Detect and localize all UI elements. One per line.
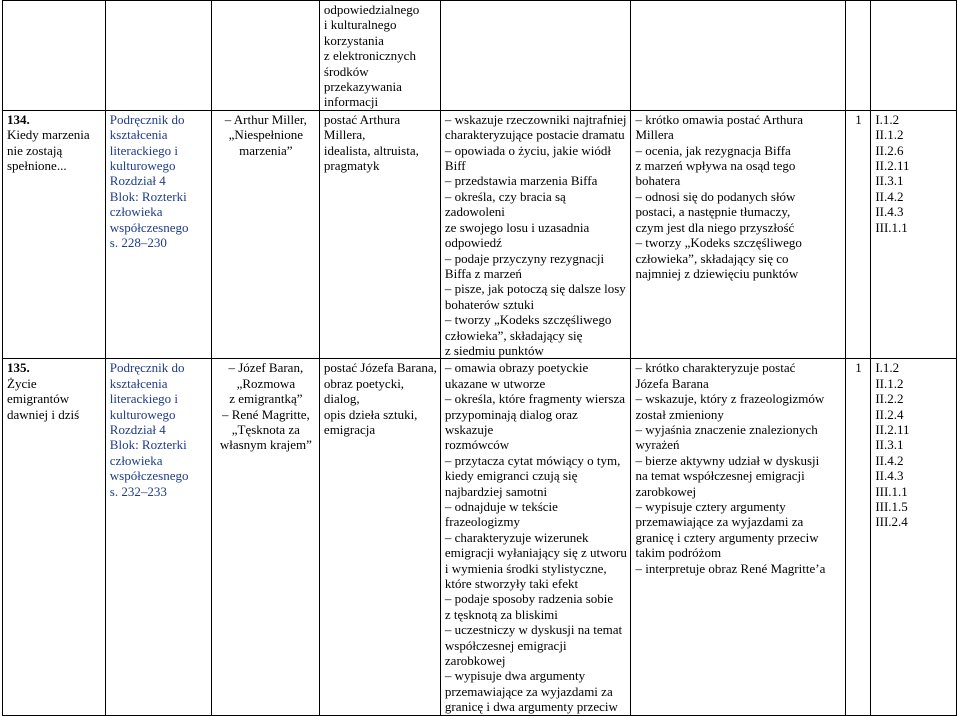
table-row: [3, 359, 957, 715]
topic-number: 134.: [7, 111, 30, 127]
source-line: kształcenia: [109, 127, 168, 143]
requirement-line: na temat współczesnej emigracji: [635, 468, 805, 484]
topic-cell: [3, 359, 106, 715]
curriculum-code: I.1.2: [875, 111, 900, 127]
requirement-line: – pisze, jak potoczą się dalsze losy: [444, 281, 626, 297]
requirement-line: przypominają dialog oraz wskazuje: [444, 406, 578, 437]
source-line: Blok: Rozterki: [109, 437, 187, 453]
content-line: przekazywania: [323, 79, 402, 95]
texts-line: własnym krajem”: [219, 437, 312, 453]
requirement-line: przemawiające za wyjazdami za: [635, 514, 804, 530]
requirement-line: – krótko charakteryzuje postać: [635, 360, 796, 376]
basic-requirements-cell: [440, 110, 631, 359]
source-line: Podręcznik do: [109, 111, 185, 127]
requirement-line: wyrażeń: [635, 437, 680, 453]
requirement-line: – krótko omawia postać Arthura: [635, 111, 803, 127]
curriculum-cell: [871, 110, 957, 359]
curriculum-cell: [871, 1, 957, 111]
requirement-line: – przytacza cytat mówiący o tym,: [444, 452, 621, 468]
content-line: odpowiedzialnego: [323, 2, 420, 17]
hours-value: 1: [855, 360, 862, 376]
requirement-line: – tworzy „Kodeks szczęśliwego: [635, 235, 802, 251]
source-line: człowieka: [109, 204, 163, 220]
texts-line: „Tęsknota za: [231, 421, 300, 437]
requirement-line: charakteryzujące postacie dramatu: [444, 127, 625, 143]
curriculum-code: III.1.1: [875, 219, 908, 235]
requirement-line: bohatera: [635, 173, 681, 189]
requirement-line: – określa, czy bracia są zadowoleni: [444, 188, 566, 220]
requirement-line: – wypisuje dwa argumenty: [444, 668, 586, 684]
requirement-line: granicę i dwa argumenty przeciw: [444, 699, 618, 715]
source-cell: [105, 359, 211, 715]
extended-requirements-cell: [631, 110, 845, 359]
requirement-line: emigracji wyłaniający się z utworu: [444, 545, 627, 561]
source-cell: [105, 110, 211, 359]
content-cell: [319, 110, 440, 359]
texts-cell: [211, 359, 319, 715]
curriculum-code: III.1.1: [875, 483, 908, 499]
source-line: Rozdział 4: [109, 173, 166, 189]
requirement-line: – tworzy „Kodeks szczęśliwego: [444, 312, 612, 328]
requirement-line: i wymienia środki stylistyczne,: [444, 560, 607, 576]
requirement-line: frazeologizmy: [444, 514, 520, 530]
content-line: idealista, altruista,: [323, 142, 419, 158]
curriculum-code: I.1.2: [875, 360, 900, 376]
content-line: i kulturalnego: [323, 17, 397, 33]
curriculum-code: II.1.2: [875, 375, 904, 391]
source-line: kulturowego: [109, 406, 176, 422]
requirement-line: – odnajduje w tekście: [444, 499, 558, 514]
source-line: Podręcznik do: [109, 360, 185, 376]
content-line: korzystania: [323, 32, 384, 48]
requirement-line: Biffa z marzeń: [444, 265, 522, 281]
requirement-line: – charakteryzuje wizerunek: [444, 529, 589, 545]
texts-cell: [211, 110, 319, 359]
table-row: [3, 110, 957, 359]
requirement-line: – przedstawia marzenia Biffa: [444, 173, 598, 189]
source-line: Blok: Rozterki: [109, 188, 187, 204]
requirement-line: człowieka”, składający się co: [635, 250, 789, 266]
content-line: opis dzieła sztuki,: [323, 406, 418, 422]
source-line: s. 228–230: [109, 235, 167, 251]
content-line: postać Józefa Barana,: [323, 360, 437, 376]
content-line: emigracja: [323, 421, 376, 437]
texts-line: „Rozmowa: [236, 375, 296, 391]
source-line: kulturowego: [109, 158, 176, 174]
requirement-line: najbardziej samotni: [444, 483, 548, 499]
requirement-line: człowieka”, składający się: [444, 327, 583, 343]
requirement-line: z siedmiu punktów: [444, 342, 544, 358]
requirement-line: kiedy emigranci czują się: [444, 468, 578, 484]
requirement-line: – wyjaśnia znaczenie znalezionych: [635, 421, 818, 437]
requirement-line: – określa, które fragmenty wiersza: [444, 391, 626, 407]
source-line: współczesnego: [109, 468, 189, 484]
texts-cell: [211, 1, 319, 111]
requirement-line: czym jest dla niego przyszłość: [635, 219, 795, 235]
content-cell: [319, 1, 440, 111]
content-line: środków: [323, 63, 369, 79]
requirement-line: – omawia obrazy poetyckie: [444, 360, 589, 376]
requirement-line: Józefa Barana: [635, 375, 709, 391]
requirement-line: – podaje sposoby radzenia sobie: [444, 591, 614, 607]
curriculum-code: II.2.4: [875, 406, 904, 422]
requirement-line: – wskazuje, który z frazeologizmów: [635, 391, 825, 407]
topic-cell: [3, 110, 106, 359]
basic-requirements-cell: [440, 1, 631, 111]
source-line: współczesnego: [109, 219, 189, 235]
content-line: z elektronicznych: [323, 48, 416, 64]
requirement-line: – wypisuje cztery argumenty: [635, 499, 786, 514]
requirement-line: – podaje przyczyny rezygnacji: [444, 250, 605, 266]
requirement-line: zarobkowej: [635, 483, 697, 499]
requirement-line: przemawiające za wyjazdami za: [444, 683, 613, 699]
hours-cell: [845, 110, 871, 359]
table-row-continuation: [3, 1, 957, 111]
curriculum-code: III.2.4: [875, 514, 908, 530]
curriculum-code: III.1.5: [875, 499, 908, 514]
hours-value: 1: [855, 111, 862, 127]
curriculum-code: II.2.11: [875, 421, 910, 437]
content-line: obraz poetycki, dialog,: [323, 375, 405, 407]
requirement-line: z marzeń wpływa na osąd tego: [635, 158, 796, 174]
requirement-line: takim podróżom: [635, 545, 722, 561]
curriculum-code: II.1.2: [875, 127, 904, 143]
requirement-line: rozmówców: [444, 437, 510, 453]
source-line: kształcenia: [109, 375, 168, 391]
curriculum-cell: [871, 359, 957, 715]
requirement-line: bohaterów sztuki: [444, 296, 535, 312]
requirement-line: Millera: [635, 127, 674, 143]
hours-cell: [845, 359, 871, 715]
hours-cell: [845, 1, 871, 111]
requirement-line: – bierze aktywny udział w dyskusji: [635, 452, 820, 468]
requirement-line: które stworzyły taki efekt: [444, 576, 579, 592]
basic-requirements-cell: [440, 359, 631, 715]
source-line: człowieka: [109, 452, 163, 468]
requirement-line: Biff: [444, 158, 466, 174]
source-line: literackiego i: [109, 142, 178, 158]
topic-number: 135.: [7, 360, 30, 376]
texts-line: „Niespełnione: [228, 127, 304, 143]
topic-cell: [3, 1, 106, 111]
requirement-line: – opowiada o życiu, jakie wiódł: [444, 142, 611, 158]
content-line: pragmatyk: [323, 158, 380, 174]
curriculum-code: II.3.1: [875, 437, 904, 453]
texts-line: marzenia”: [239, 142, 293, 158]
curriculum-code: II.3.1: [875, 173, 904, 189]
texts-line: – Józef Baran,: [228, 360, 304, 376]
requirement-line: – ocenia, jak rezygnacja Biffa: [635, 142, 791, 158]
topic-title: Kiedy marzenia nie zostają spełnione...: [7, 127, 90, 174]
requirement-line: współczesnej emigracji zarobkowej: [444, 637, 567, 669]
extended-requirements-cell: [631, 359, 845, 715]
requirement-line: ukazane w utworze: [444, 375, 546, 391]
texts-line: – Arthur Miller,: [224, 111, 307, 127]
extended-requirements-cell: [631, 1, 845, 111]
curriculum-code: II.2.6: [875, 142, 904, 158]
curriculum-code: II.4.3: [875, 468, 904, 484]
source-line: Rozdział 4: [109, 421, 166, 437]
source-line: s. 232–233: [109, 483, 167, 499]
requirement-line: odpowiedź: [444, 235, 502, 251]
content-line: informacji: [323, 94, 379, 110]
requirement-line: granicę i cztery argumenty przeciw: [635, 529, 819, 545]
requirement-line: ze swojego losu i uzasadnia: [444, 219, 590, 235]
requirement-line: – interpretuje obraz René Magritte’a: [635, 560, 826, 576]
requirement-line: – odnosi się do podanych słów: [635, 188, 796, 204]
curriculum-code: II.4.3: [875, 204, 904, 220]
requirement-line: postaci, a następnie tłumaczy,: [635, 204, 791, 220]
content-line: postać Arthura Millera,: [323, 111, 401, 143]
texts-line: z emigrantką”: [229, 391, 303, 407]
topic-title: Życie emigrantów dawniej i dziś: [7, 375, 80, 422]
curriculum-code: II.2.2: [875, 391, 904, 407]
lesson-plan-table: [2, 0, 957, 716]
requirement-line: został zmieniony: [635, 406, 724, 422]
curriculum-code: II.4.2: [875, 188, 904, 204]
requirement-line: – uczestniczy w dyskusji na temat: [444, 622, 623, 638]
curriculum-code: II.2.11: [875, 158, 910, 174]
curriculum-code: II.4.2: [875, 452, 904, 468]
source-cell: [105, 1, 211, 111]
source-line: literackiego i: [109, 391, 178, 407]
texts-line: – René Magritte,: [221, 406, 310, 422]
requirement-line: – wskazuje rzeczowniki najtrafniej: [444, 111, 627, 127]
content-cell: [319, 359, 440, 715]
requirement-line: najmniej z dziewięciu punktów: [635, 265, 799, 281]
requirement-line: z tęsknotą za bliskimi: [444, 606, 558, 622]
